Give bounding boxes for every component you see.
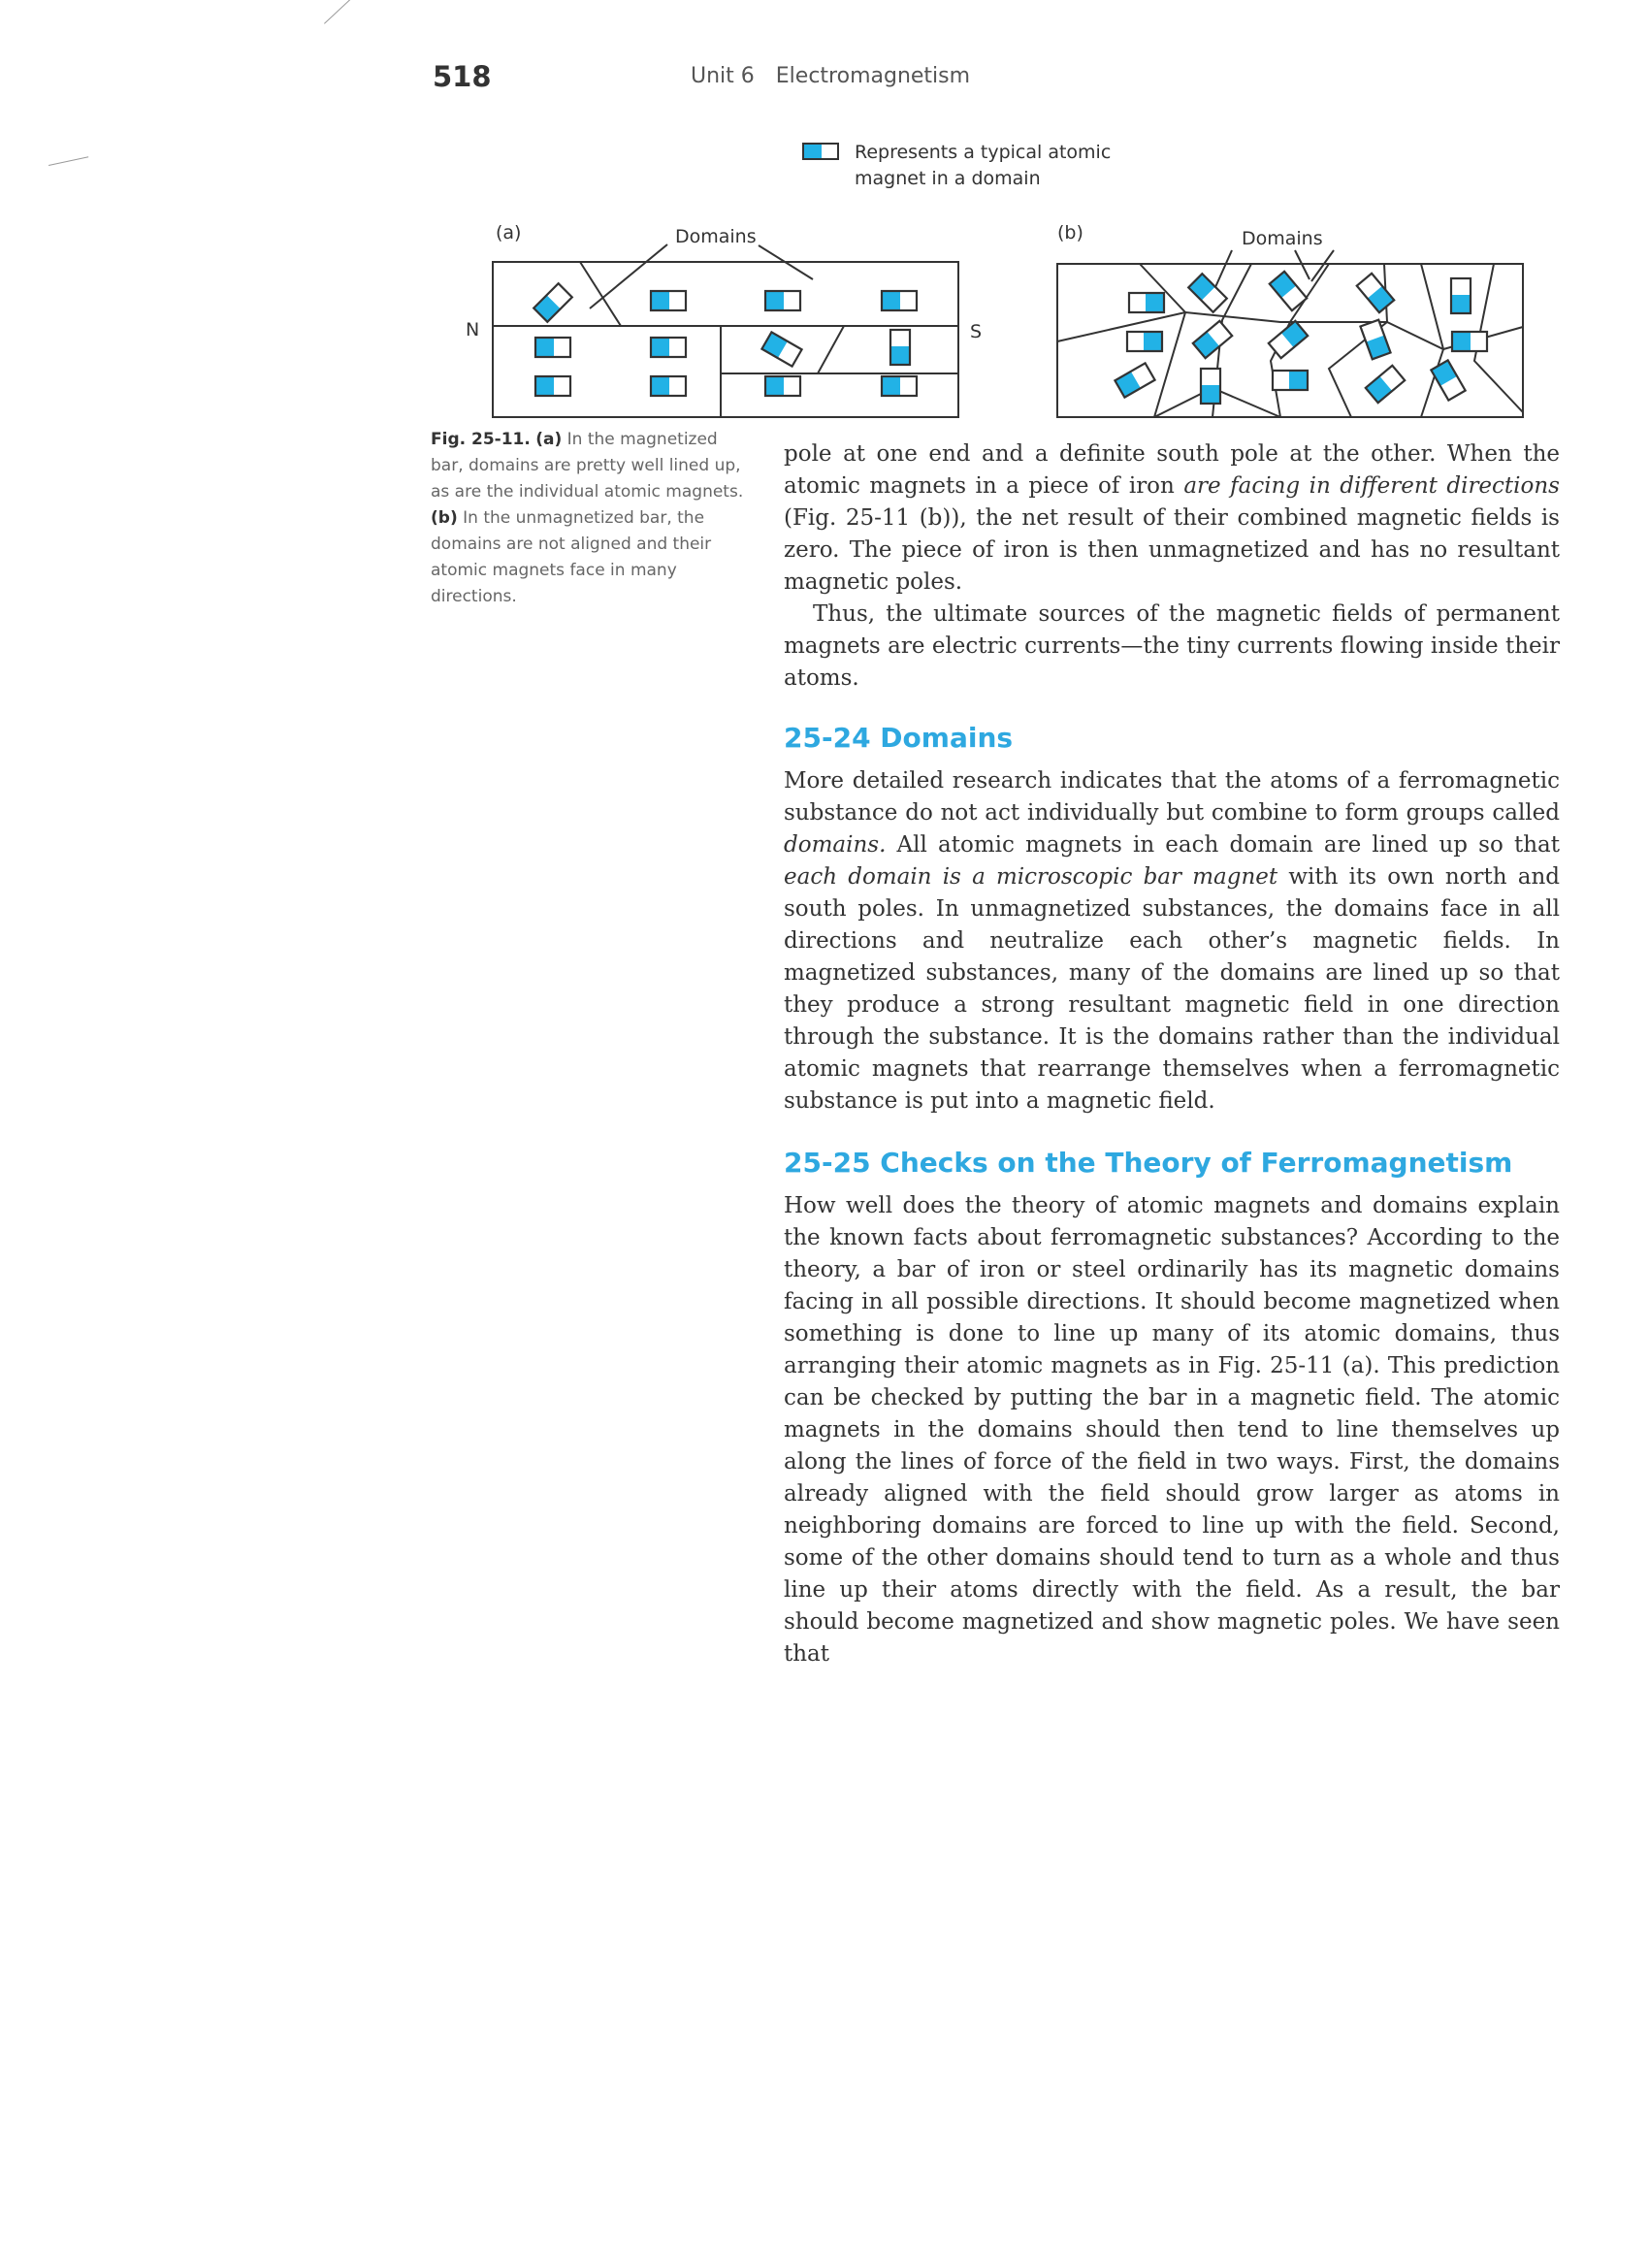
panel-a-domains-label: Domains: [675, 226, 757, 247]
atomic-magnet: [1129, 293, 1164, 312]
panel-b-domains-label: Domains: [1242, 228, 1323, 249]
panel-b-label: (b): [1057, 222, 1083, 243]
caption-fig-label: Fig. 25-11.: [431, 430, 531, 449]
paragraph: Thus, the ultimate sources of the magnetic fields of permanent magnets are electric currents—the tiny currents flowing inside their atoms.: [784, 601, 1560, 691]
atomic-magnet: [765, 291, 800, 310]
north-pole-label: N: [466, 319, 480, 340]
atomic-magnet: [765, 376, 800, 396]
caption-part-a-text: In the magnetized bar, domains are pretty well lined up, as are the individual atomic magnets.: [431, 430, 744, 502]
body-continued: [784, 438, 1560, 695]
caption-part-b-label: (b): [431, 508, 458, 528]
panel-b-unmagnetized-bar: [1057, 222, 1523, 417]
atomic-magnet: [1366, 366, 1405, 403]
atomic-magnet: [1360, 320, 1390, 360]
atomic-magnet: [651, 376, 686, 396]
paragraph: How well does the theory of atomic magnets and domains explain the known facts about ferromagnetic substances? According to the theory, a bar of iron or steel ordinarily has its magnetic domains facing in all possible directions. It should become magnetized when something is done to line up many of its atomic domains, thus arranging their atomic magnets as in Fig. 25-11 (a). This prediction can be checked by putting the bar in a magnetic field. The atomic magnets in the domains should then tend to line themselves up along the lines of force of the field in two ways. First, the domains already aligned with the field should grow larger as atoms in neighboring domains are forced to line up with the field. Second, some of the other domains should tend to turn as a whole and thus line up their atoms directly with the field. As a result, the bar should become magnetized and show magnetic poles. We have seen that: [784, 1193, 1560, 1667]
atomic-magnet: [882, 376, 917, 396]
text-run: All atomic magnets in each domain are lined up so that: [886, 832, 1560, 858]
atomic-magnet: [651, 291, 686, 310]
atomic-magnet: [761, 332, 801, 366]
text-run: (Fig. 25-11 (b)), the net result of their combined magnetic fields is zero. The piece of iron is then unmagnetized and has no resultant magnetic poles.: [784, 505, 1560, 595]
atomic-magnet: [1201, 369, 1220, 404]
unit-title: Electromagnetism: [775, 64, 971, 88]
atomic-magnet: [1193, 321, 1232, 358]
page-number: 518: [433, 60, 492, 93]
atomic-magnet: [890, 330, 910, 365]
atomic-magnet: [535, 338, 570, 357]
atomic-magnet: [1357, 274, 1394, 312]
caption-part-b-text: In the unmagnetized bar, the domains are not aligned and their atomic magnets face in many directions.: [431, 508, 712, 606]
panel-a-label: (a): [496, 222, 522, 243]
south-pole-label: S: [970, 321, 983, 342]
figure-25-11: [0, 0, 1649, 437]
caption-part-a-label: (a): [535, 430, 563, 449]
atomic-magnet: [1431, 360, 1465, 400]
atomic-magnet: [1115, 363, 1154, 397]
atomic-magnet: [651, 338, 686, 357]
atomic-magnet: [882, 291, 917, 310]
section-heading-25-24: 25-24 Domains: [784, 722, 1014, 754]
unit-label: Unit 6: [691, 64, 755, 88]
text-run: pole at one end and a definite south pole at the other. When the atomic magnets in a piece of iron: [784, 441, 1560, 499]
section-25-25-body: [784, 1190, 1560, 1670]
atomic-magnet: [1451, 278, 1471, 313]
section-25-24-body: [784, 765, 1560, 1118]
atomic-magnet: [535, 376, 570, 396]
text-run: More detailed research indicates that the atoms of a ferromagnetic substance do not act individually but combine to form groups called: [784, 768, 1560, 826]
panel-a-magnetized-bar: [466, 222, 982, 417]
panel-a-magnets: [534, 283, 917, 396]
paragraph: [784, 765, 1560, 1118]
legend-text: Represents a typical atomic magnet in a domain: [855, 142, 1112, 189]
atomic-magnet: [1188, 274, 1227, 312]
atomic-magnet: [1273, 371, 1308, 390]
emphasis: are facing in different directions: [1183, 473, 1560, 499]
emphasis: each domain is a microscopic bar magnet: [784, 864, 1278, 890]
emphasis: domains.: [784, 832, 887, 858]
atomic-magnet: [1452, 332, 1487, 351]
atomic-magnet: [1127, 332, 1162, 351]
atomic-magnet: [534, 283, 572, 322]
section-heading-25-25: 25-25 Checks on the Theory of Ferromagnetism: [784, 1147, 1513, 1179]
figure-caption: [431, 427, 751, 610]
text-run: with its own north and south poles. In unmagnetized substances, the domains face in all directions and neutralize each other’s magnetic fields. In magnetized substances, many of the domains are lined up so that they produce a strong resultant magnetic field in one direction through the substance. It is the domains rather than the individual atomic magnets that rearrange themselves when a ferromagnetic substance is put into a magnetic field.: [784, 864, 1560, 1114]
paragraph: [784, 438, 1560, 599]
